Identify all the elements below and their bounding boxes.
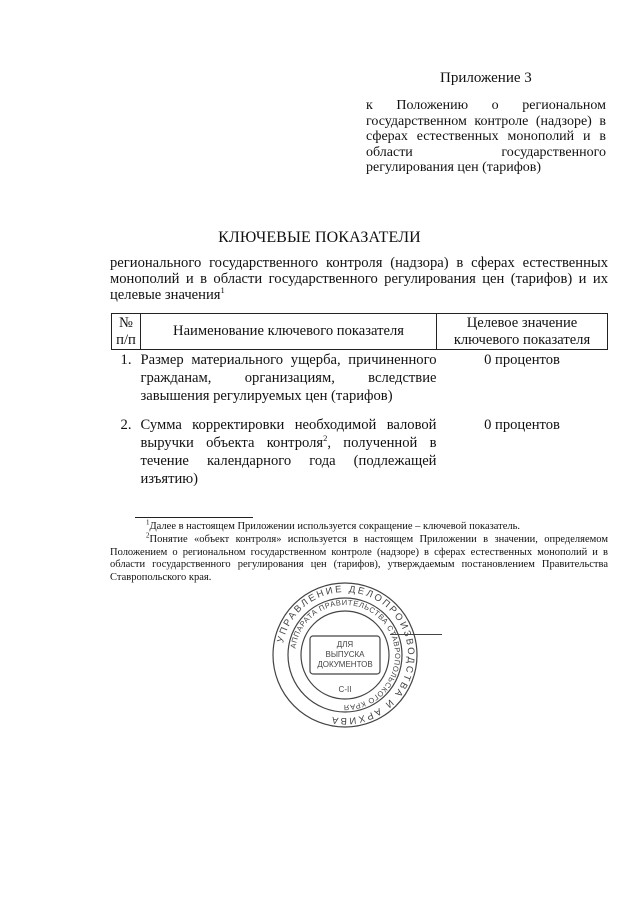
- row-name: Размер материального ущерба, причиненного гражданам, организациям, вследствие завышения регулируемых цен (тарифов): [140, 352, 437, 404]
- footnotes: [110, 518, 608, 585]
- header-num-line1: №: [119, 315, 133, 331]
- stamp-center-line2: ВЫПУСКА: [325, 650, 365, 659]
- header-num: [112, 314, 141, 350]
- stamp-inner-text: АППАРАТА ПРАВИТЕЛЬСТВА СТАВРОПОЛЬСКОГО КРАЯ: [288, 597, 403, 713]
- stamp-code: С-II: [338, 685, 352, 694]
- table-header-row: [112, 314, 608, 350]
- footnote-2: [110, 531, 608, 585]
- footnote-mark: 1: [146, 518, 150, 527]
- kpi-table: [111, 313, 608, 488]
- footnote-ref: 2: [323, 433, 328, 444]
- row-name-part2: , полученной в течение календарного года (подлежащей изъятию): [140, 435, 437, 487]
- official-stamp: [270, 580, 420, 730]
- row-num: 2.: [120, 417, 132, 433]
- header-num-line2: п/п: [116, 331, 136, 348]
- document-title: КЛЮЧЕВЫЕ ПОКАЗАТЕЛИ: [218, 229, 421, 246]
- header-name: Наименование ключевого показателя: [141, 314, 437, 350]
- row-name-part1: Сумма корректировки необходимой валовой выручки объекта контроля: [140, 417, 437, 451]
- footnote-ref: 1: [220, 285, 225, 296]
- footnote-text: Далее в настоящем Приложении используется сокращение – ключевой показатель.: [149, 521, 521, 532]
- footnote-1: [110, 518, 608, 534]
- footnote-mark: 2: [146, 531, 150, 540]
- table-row: [112, 414, 608, 488]
- document-subtitle: [110, 255, 608, 303]
- footnote-divider: [135, 517, 253, 518]
- stamp-outer-text: УПРАВЛЕНИЕ ДЕЛОПРОИЗВОДСТВА И АРХИВА: [275, 583, 417, 727]
- table-row: [112, 350, 608, 415]
- header-value-line2: ключевого показателя: [453, 331, 591, 348]
- row-name: [141, 414, 437, 488]
- header-value-line1: Целевое значение: [466, 315, 578, 331]
- stamp-seal-icon: [270, 580, 420, 730]
- stamp-center-line3: ДОКУМЕНТОВ: [317, 660, 373, 669]
- stamp-center-line1: ДЛЯ: [336, 640, 354, 649]
- row-value: 0 процентов: [484, 352, 560, 368]
- header-value: [437, 314, 608, 350]
- row-value: 0 процентов: [484, 417, 560, 433]
- appendix-title: Приложение 3: [440, 70, 532, 86]
- subtitle-text: регионального государственного контроля (надзора) в сферах естественных монополий и в области государственного регулирования цен (тарифов) и их целевые значения: [110, 255, 608, 303]
- row-num: 1.: [120, 352, 132, 368]
- appendix-text: к Положению о региональном государственном контроле (надзоре) в сферах естественных монополий и в области государственного регулирования цен (тарифов): [366, 98, 606, 175]
- footnote-text: Понятие «объект контроля» используется в настоящем Приложении в значении, определяемом Положением о региональном государственном контроле (надзоре) в сферах естественных монополий и в области государственного регулирования цен (тарифов), утверждаемым постановлением Правительства Ставропольского края.: [110, 533, 608, 584]
